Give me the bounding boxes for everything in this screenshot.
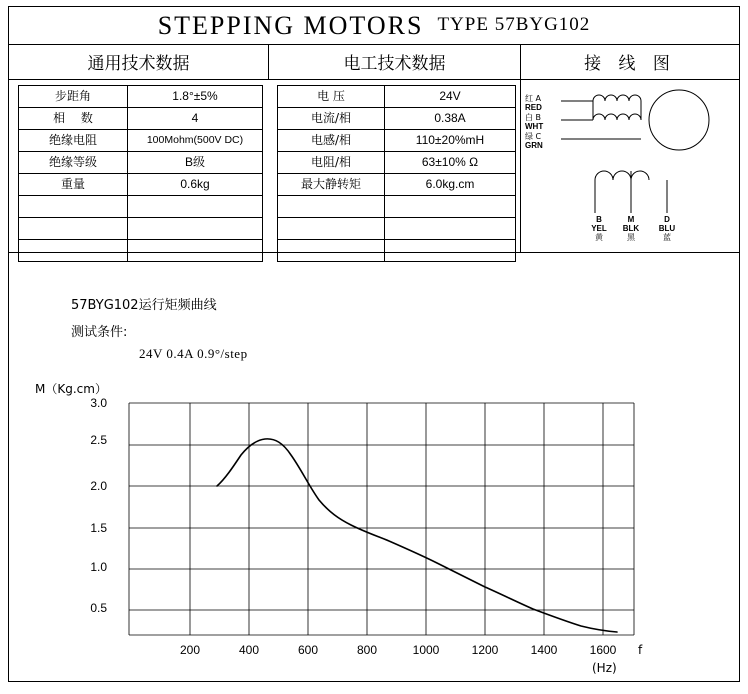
table-row: [19, 130, 263, 152]
table-row: [19, 108, 263, 130]
cell-value: 0.38A: [385, 108, 516, 130]
cell-value: 63±10% Ω: [385, 152, 516, 174]
general-spec-table: [18, 85, 263, 262]
cell-label: 绝缘等级: [19, 152, 128, 174]
x-tick-1200: 1200: [471, 643, 499, 657]
lead-en-a: RED: [525, 103, 542, 112]
y-axis-title: M（Kg.cm）: [35, 382, 107, 396]
cell-label: 电流/相: [278, 108, 385, 130]
lead-label-c: [525, 132, 543, 150]
x-tick-1400: 1400: [530, 643, 558, 657]
lead-en-c: GRN: [525, 141, 543, 150]
x-axis-unit: (Hz): [592, 661, 617, 675]
lead-label-a: [525, 94, 542, 112]
y-tick-2: 2.0: [90, 479, 107, 493]
table-row: [19, 218, 263, 240]
cell-value: [128, 218, 263, 240]
cell-label: 重量: [19, 174, 128, 196]
cell-label: 电感/相: [278, 130, 385, 152]
bottom-lead-en-d: BLU: [658, 224, 676, 233]
cell-label: [19, 218, 128, 240]
cell-label: 绝缘电阻: [19, 130, 128, 152]
cell-label: [278, 196, 385, 218]
divider-under-title: [9, 44, 739, 45]
table-row: [278, 218, 516, 240]
section-header-wiring: 接 线 图: [584, 53, 676, 74]
y-tick-15: 1.5: [90, 521, 107, 535]
bottom-lead-en-m: BLK: [622, 224, 640, 233]
cell-value: B级: [128, 152, 263, 174]
y-tick-05: 0.5: [90, 601, 107, 615]
cell-value: 100Mohm(500V DC): [128, 130, 263, 152]
electrical-spec-table: [277, 85, 516, 262]
bottom-lead-cn-b: 黄: [595, 233, 603, 242]
bottom-lead-cn-m: 黑: [627, 233, 635, 242]
table-row: [278, 196, 516, 218]
divider-under-section-headers: [9, 79, 739, 80]
cell-label: 电阻/相: [278, 152, 385, 174]
lead-en-b: WHT: [525, 122, 544, 131]
table-row: [19, 152, 263, 174]
cell-value: 0.6kg: [128, 174, 263, 196]
chart-title: 57BYG102运行矩频曲线: [71, 298, 217, 313]
x-tick-600: 600: [297, 643, 319, 657]
cell-value: 1.8°±5%: [128, 86, 263, 108]
y-tick-25: 2.5: [90, 433, 107, 447]
bottom-lead-letter-m: M: [627, 215, 635, 224]
table-row: [278, 108, 516, 130]
page-title: [9, 7, 739, 45]
cell-label: 步距角: [19, 86, 128, 108]
bottom-lead-letter-b: B: [596, 215, 602, 224]
table-row: [19, 86, 263, 108]
x-axis-title: f: [638, 643, 643, 657]
bottom-lead-d: [657, 215, 677, 242]
x-tick-1000: 1000: [412, 643, 440, 657]
table-row: [278, 130, 516, 152]
cell-label: 最大静转矩: [278, 174, 385, 196]
wiring-diagram: [521, 85, 739, 250]
cell-value: 6.0kg.cm: [385, 174, 516, 196]
table-row: [278, 86, 516, 108]
table-row: [19, 196, 263, 218]
x-tick-400: 400: [238, 643, 260, 657]
x-tick-200: 200: [179, 643, 201, 657]
x-tick-1600: 1600: [589, 643, 617, 657]
torque-frequency-chart: [9, 253, 739, 682]
chart-condition-value: 24V 0.4A 0.9°/step: [139, 346, 248, 361]
bottom-lead-m: [621, 215, 641, 242]
bottom-lead-letter-d: D: [664, 215, 670, 224]
cell-label: 电 压: [278, 86, 385, 108]
lead-cn-a: 红 A: [525, 94, 542, 103]
table-row: [278, 152, 516, 174]
lead-label-b: [525, 113, 543, 131]
cell-label: [19, 196, 128, 218]
y-tick-1: 1.0: [90, 560, 107, 574]
bottom-lead-cn-d: 蓝: [663, 233, 671, 242]
bottom-lead-en-b: YEL: [591, 224, 607, 233]
section-header-general: 通用技术数据: [87, 53, 190, 74]
y-tick-3: 3.0: [90, 396, 107, 410]
chart-plot: [9, 253, 739, 682]
cell-label: [278, 218, 385, 240]
cell-value: [385, 218, 516, 240]
cell-label: 相 数: [19, 108, 128, 130]
bottom-lead-b: [589, 215, 609, 242]
cell-value: 4: [128, 108, 263, 130]
section-header-electrical: 电工技术数据: [343, 53, 446, 74]
table-row: [278, 174, 516, 196]
table-row: [19, 174, 263, 196]
cell-value: 24V: [385, 86, 516, 108]
lead-cn-b: 白 B: [525, 113, 542, 122]
lead-cn-c: 绿 C: [525, 132, 542, 141]
curve-path: [217, 439, 617, 632]
chart-condition-label: 测试条件:: [71, 325, 128, 340]
cell-value: 110±20%mH: [385, 130, 516, 152]
title-type-text: TYPE 57BYG102: [437, 14, 591, 35]
cell-value: [128, 196, 263, 218]
title-text: STEPPING MOTORS: [157, 11, 424, 40]
cell-value: [385, 196, 516, 218]
x-tick-800: 800: [356, 643, 378, 657]
